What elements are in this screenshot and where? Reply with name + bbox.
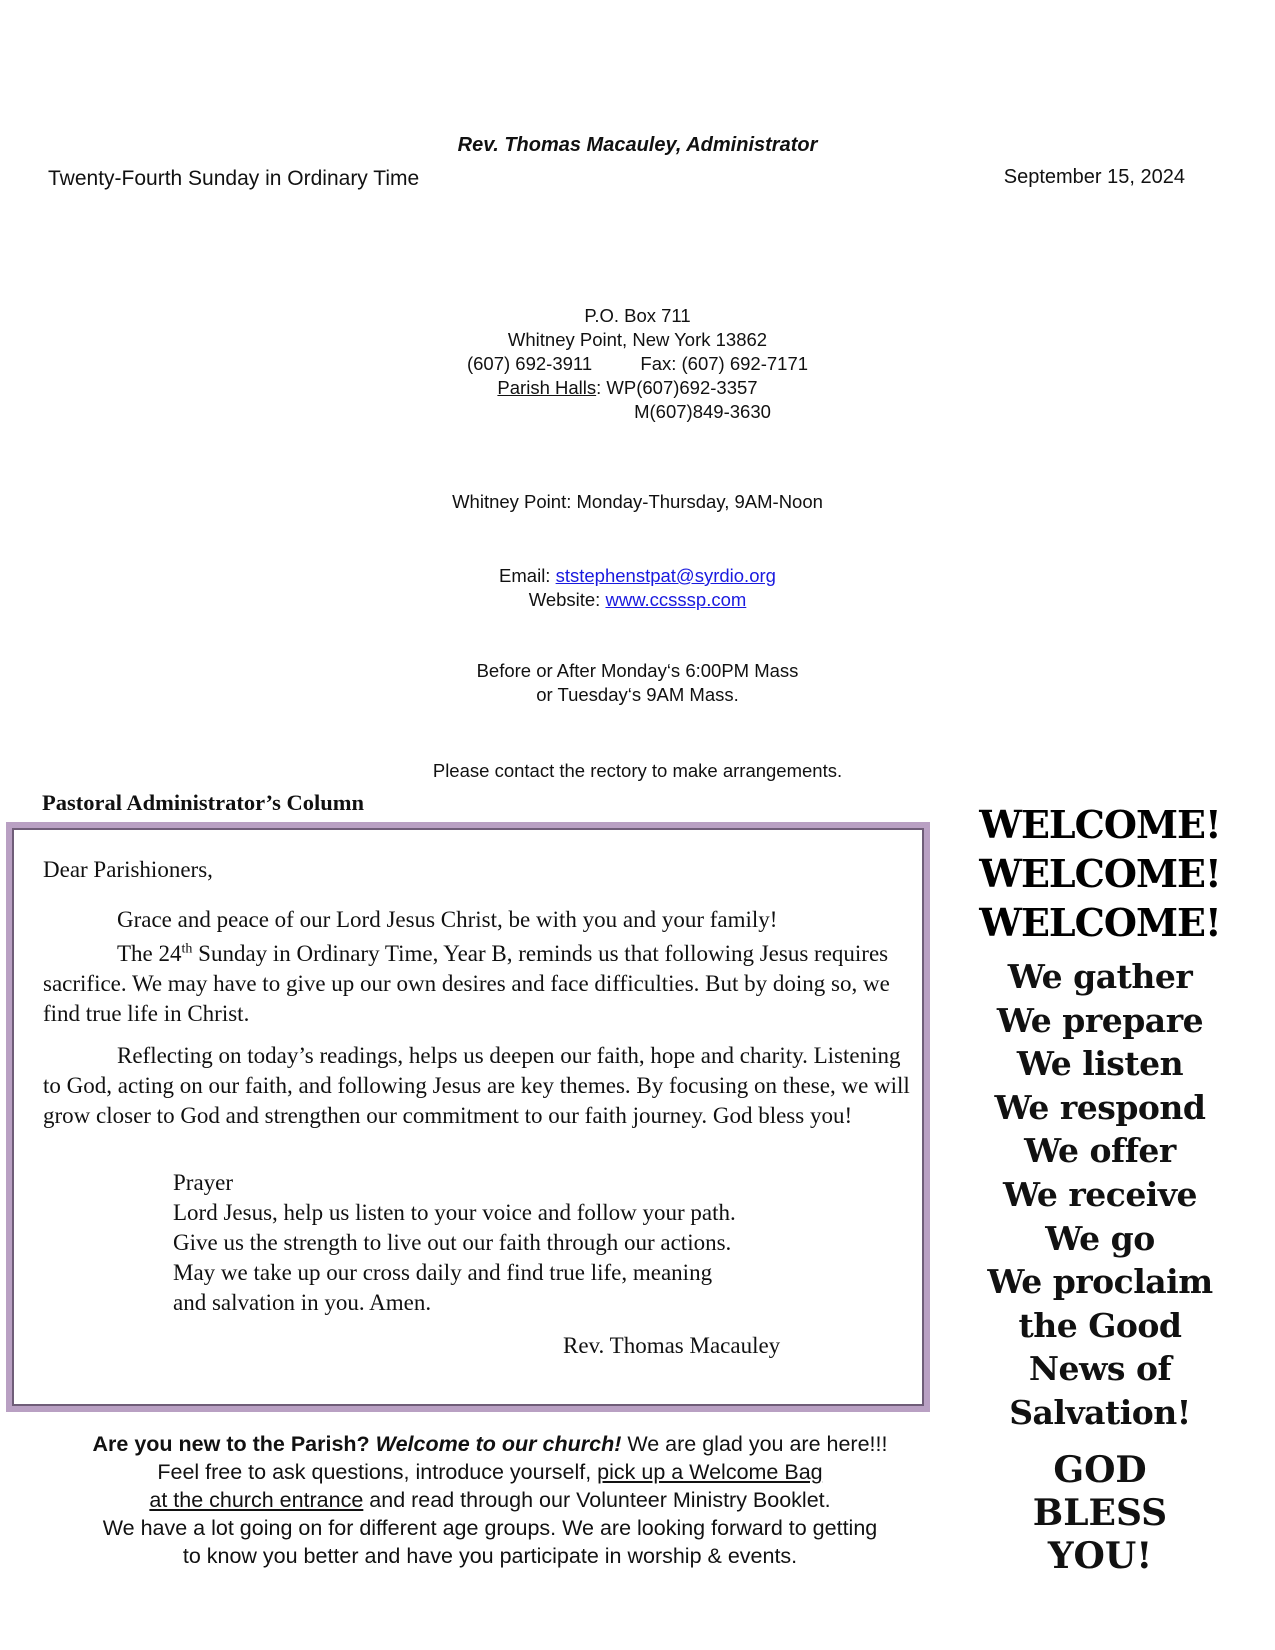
we-list [950,955,1250,1435]
parish-halls-label: Parish Halls [497,377,597,398]
welcome-line-5: to know you better and have you participate in worship & events. [182,1544,798,1568]
we-line: We offer [1024,1131,1176,1171]
prayer-line: May we take up our cross daily and find true life, meaning [173,1260,713,1285]
paragraph-2-start: The 24 [117,941,182,966]
we-line: We receive [1002,1174,1198,1214]
we-line: We gather [1007,957,1193,996]
god-bless [950,1449,1250,1578]
prayer-line: Lord Jesus, help us listen to your voice and follow your path. [173,1200,736,1225]
welcome-bag-text: pick up a Welcome Bag [597,1460,823,1484]
prayer-line: and salvation in you. Amen. [173,1290,432,1315]
prayer-title: Prayer [173,1170,234,1195]
welcome-line-3 [20,1486,960,1514]
website-label: Website: [528,589,606,610]
confession-times [0,659,1275,707]
phone-fax-line [0,352,1275,376]
parish-address [0,304,1275,424]
we-line: News of [1028,1349,1172,1389]
paragraph-2-rest: Sunday in Ordinary Time, Year B, reminds us that following Jesus requires sacrifice. We may have to give up our own desires and face difficulties. But by doing so, we find true life in Christ. [43,941,890,1026]
email-line [0,564,1275,588]
letter-paragraph-1: Grace and peace of our Lord Jesus Christ, be with you and your family! [117,907,778,932]
god-bless-line: BLESS [1032,1491,1168,1534]
church-entrance-text: at the church entrance [149,1488,364,1512]
welcome-side-panel [950,800,1250,1578]
phone-number: (607) 692-3911 [466,353,593,374]
letter-signature: Rev. Thomas Macauley [563,1333,781,1358]
parish-halls-line [0,376,1275,400]
welcome-banner: WELCOME! [979,851,1221,896]
ordinal-suffix: th [181,941,193,957]
column-heading: Pastoral Administrator’s Column [42,790,365,815]
welcome-banner: WELCOME! [979,900,1221,945]
administrator-line: Rev. Thomas Macauley, Administrator [457,134,818,156]
website-link[interactable]: www.ccsssp.com [605,589,747,610]
we-line: We respond [994,1087,1206,1127]
letter-paragraph-3: Reflecting on today’s readings, helps us deepen our faith, hope and charity. Listening to God, acting on our faith, and following Jesus are key themes. By focusing on these, we will grow closer to God and strengthen our commitment to our faith journey. God bless you! [43,1043,910,1128]
sunday-title: Twenty-Fourth Sunday in Ordinary Time [48,167,420,190]
new-question: Are you new to the Parish? [92,1432,370,1456]
prayer-line: Give us the strength to live out our faith through our actions. [173,1230,732,1255]
new-parishioner-welcome [20,1430,960,1570]
bulletin-date: September 15, 2024 [1003,166,1185,188]
glad-text: We are glad you are here!!! [621,1432,888,1456]
fax-number: Fax: (607) 692-7171 [640,353,809,374]
welcome-banner: WELCOME! [979,802,1221,847]
welcome-line-2 [20,1458,960,1486]
we-line: the Good [1018,1305,1182,1345]
confession-line-2: or Tuesday‘s 9AM Mass. [536,684,739,705]
we-line: We go [1045,1218,1155,1258]
god-bless-line: GOD [1053,1448,1147,1491]
welcome-church: Welcome to our church! [375,1432,622,1456]
welcome-line-2-start: Feel free to ask questions, introduce yourself, [157,1460,598,1484]
city-line: Whitney Point, New York 13862 [507,329,768,350]
pastoral-column-box [6,822,930,1412]
po-box: P.O. Box 711 [584,305,691,326]
letter-greeting: Dear Parishioners, [43,857,213,882]
email-link[interactable]: ststephenstpat@syrdio.org [555,565,776,586]
parish-halls-m-line: M(607)849-3630 [634,401,771,422]
welcome-line-4: We have a lot going on for different age groups. We are looking forward to getting [102,1516,878,1540]
office-hours: Whitney Point: Monday-Thursday, 9AM-Noon [452,491,823,512]
arrangements-note: Please contact the rectory to make arrangements. [432,760,843,781]
we-line: We proclaim [987,1262,1213,1302]
parish-halls-wp: : WP(607)692-3357 [596,377,758,398]
we-line: We listen [1016,1044,1184,1084]
prayer-text [173,1198,893,1318]
god-bless-line: YOU! [1047,1534,1153,1577]
contact-info [0,564,1275,612]
we-line: We prepare [996,1000,1204,1040]
we-line: Salvation! [1009,1392,1191,1432]
welcome-line-1 [20,1430,960,1458]
confession-line-1: Before or After Monday‘s 6:00PM Mass [476,660,799,681]
letter-paragraph-2 [43,939,923,1029]
welcome-line-3-rest: and read through our Volunteer Ministry Booklet. [363,1488,831,1512]
email-label: Email: [499,565,556,586]
website-line [0,588,1275,612]
